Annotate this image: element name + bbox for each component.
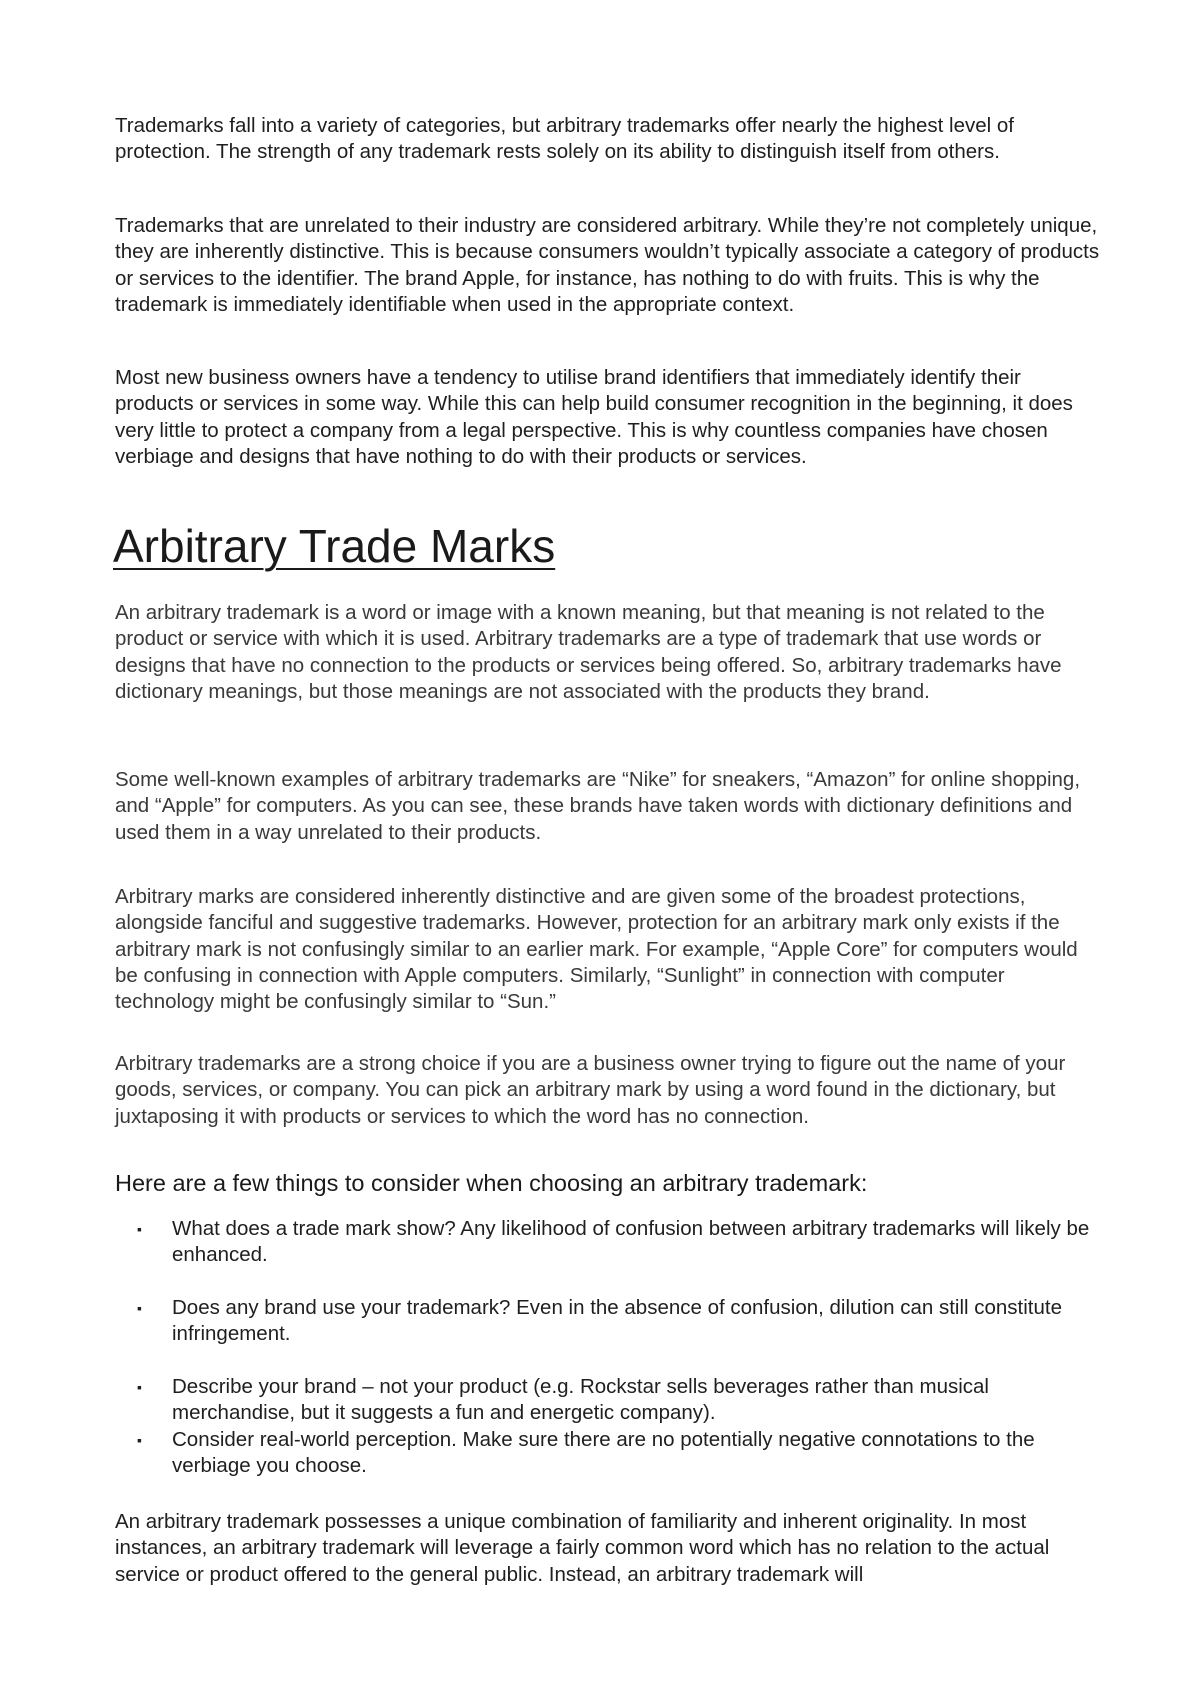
bullet-icon: ▪ — [137, 1379, 142, 1395]
list-item — [115, 1295, 1105, 1348]
intro-paragraph-2: Trademarks that are unrelated to their industry are considered arbitrary. While they’re not completely unique, they are inherently distinctive. This is because consumers wouldn’t typically associate a category of products or services to the identifier. The brand Apple, for instance, has nothing to do with fruits. This is why the trademark is immediately identifiable when used in the appropriate context. — [115, 214, 1100, 316]
considerations-subheading: Here are a few things to consider when choosing an arbitrary trademark: — [115, 1170, 868, 1196]
list-item — [115, 1374, 1105, 1427]
list-item-text: What does a trade mark show? Any likelihood of confusion between arbitrary trademarks will likely be enhanced. — [172, 1217, 1090, 1267]
bullet-icon: ▪ — [137, 1221, 142, 1237]
section-paragraph-2: Some well-known examples of arbitrary trademarks are “Nike” for sneakers, “Amazon” for online shopping, and “Apple” for computers. As you can see, these brands have taken words with dictionary definitions and used them in a way unrelated to their products. — [115, 768, 1081, 844]
list-item-text: Consider real-world perception. Make sure there are no potentially negative connotations to the verbiage you choose. — [172, 1428, 1035, 1478]
section-paragraph-4: Arbitrary trademarks are a strong choice if you are a business owner trying to figure out the name of your goods, services, or company. You can pick an arbitrary mark by using a word found in the dictionary, but juxtaposing it with products or services to which the word has no connection. — [115, 1052, 1066, 1128]
bullet-icon: ▪ — [137, 1300, 142, 1316]
section-paragraph-1: An arbitrary trademark is a word or image with a known meaning, but that meaning is not related to the product or service with which it is used. Arbitrary trademarks are a type of trademark that use words or designs that have no connection to the products or services being offered. So, arbitrary trademarks have dictionary meanings, but those meanings are not associated with the products they brand. — [115, 601, 1062, 703]
list-item — [115, 1216, 1105, 1269]
list-item-text: Does any brand use your trademark? Even in the absence of confusion, dilution can still constitute infringement. — [172, 1296, 1062, 1346]
closing-paragraph: An arbitrary trademark possesses a unique combination of familiarity and inherent originality. In most instances, an arbitrary trademark will leverage a fairly common word which has no relation to the actual service or product offered to the general public. Instead, an arbitrary trademark will — [115, 1510, 1050, 1586]
section-paragraph-3: Arbitrary marks are considered inherently distinctive and are given some of the broadest protections, alongside fanciful and suggestive trademarks. However, protection for an arbitrary mark only exists if the arbitrary mark is not confusingly similar to an earlier mark. For example, “Apple Core” for computers would be confusing in connection with Apple computers. Similarly, “Sunlight” in connection with computer technology might be confusingly similar to “Sun.” — [115, 885, 1078, 1014]
section-heading: Arbitrary Trade Marks — [113, 520, 556, 572]
intro-paragraph-3: Most new business owners have a tendency to utilise brand identifiers that immediately identify their products or services in some way. While this can help build consumer recognition in the beginning, it does very little to protect a company from a legal perspective. This is why countless companies have chosen verbiage and designs that have nothing to do with their products or services. — [115, 366, 1073, 468]
list-item-text: Describe your brand – not your product (e.g. Rockstar sells beverages rather than musical merchandise, but it suggests a fun and energetic company). — [172, 1375, 989, 1425]
list-item — [115, 1427, 1105, 1480]
bullet-icon: ▪ — [137, 1432, 142, 1448]
intro-paragraph-1: Trademarks fall into a variety of categories, but arbitrary trademarks offer nearly the highest level of protection. The strength of any trademark rests solely on its ability to distinguish itself from others. — [115, 114, 1014, 164]
